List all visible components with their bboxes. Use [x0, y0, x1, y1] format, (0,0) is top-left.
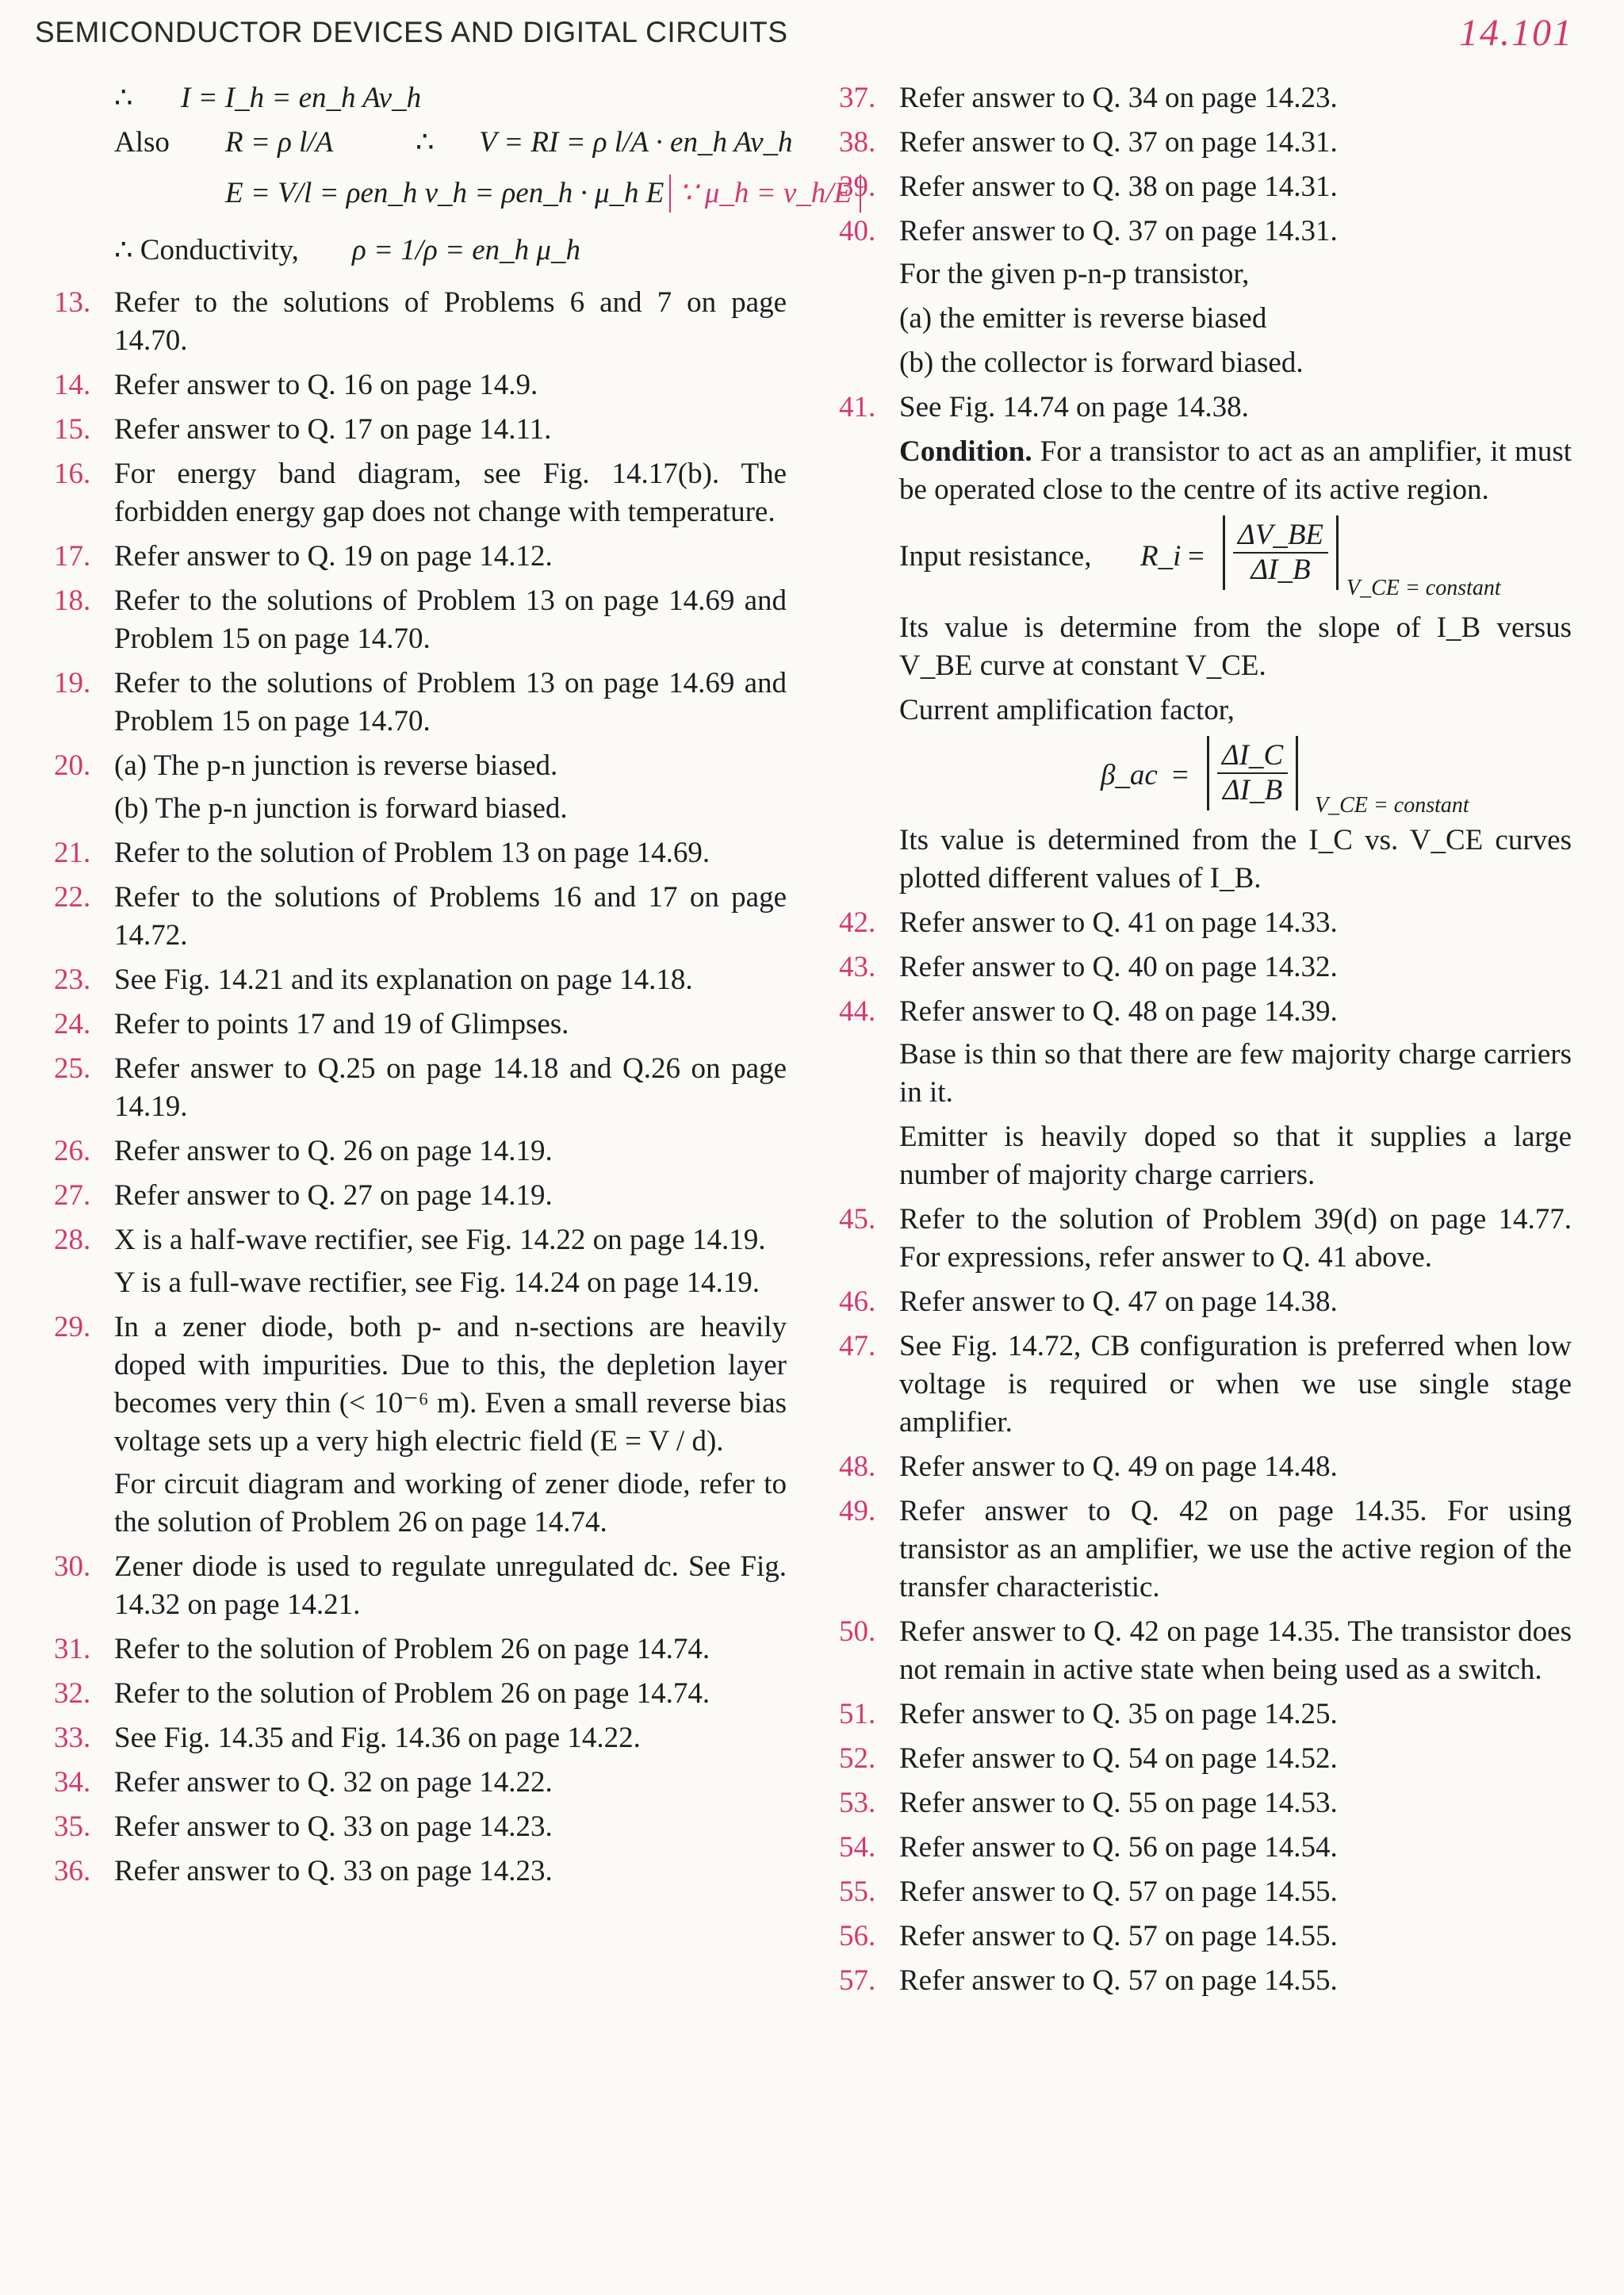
answer-number: 30.: [54, 1550, 91, 1583]
left-column: [54, 79, 852, 1897]
answer-text: Refer to the solution of Problem 26 on page 14.74.: [114, 1677, 710, 1710]
answer-item: [54, 961, 787, 999]
answer-text: Refer answer to Q.25 on page 14.18 and Q.26 on page 14.19.: [114, 1052, 787, 1123]
answer-item: [54, 1548, 787, 1624]
page-header: [35, 11, 1573, 56]
answer-number: 52.: [839, 1742, 876, 1775]
answer-text: Refer answer to Q. 42 on page 14.35. The transistor does not remain in active state when being used as a switch.: [899, 1615, 1572, 1686]
condition-text: For a transistor to act as an amplifier, it must be operated close to the centre of its active region.: [899, 435, 1572, 506]
answer-item: [54, 1132, 787, 1170]
conductivity-label: ∴ Conductivity,: [114, 234, 299, 266]
answer-number: 31.: [54, 1633, 91, 1665]
answer-number: 24.: [54, 1008, 91, 1040]
answer-item: [839, 1962, 1572, 2000]
answer-item: [839, 1695, 1572, 1734]
answer-text: (a) The p-n junction is reverse biased.: [114, 749, 558, 782]
answer-text: Refer answer to Q. 56 on page 14.54.: [899, 1831, 1338, 1864]
right-column: [839, 79, 1572, 2006]
answer-number: 50.: [839, 1615, 876, 1648]
answer-item: [839, 1918, 1572, 1956]
answer-item: [54, 1675, 787, 1713]
equals-sign-2: =: [1172, 759, 1189, 791]
equation-4: E = V/l = ρen_h v_h = ρen_h · μ_h E: [225, 177, 665, 209]
answer-number: 43.: [839, 951, 876, 983]
answer-text: See Fig. 14.21 and its explanation on page 14.18.: [114, 964, 693, 996]
answer-number: 34.: [54, 1766, 91, 1799]
answer-text: For the given p-n-p transistor,: [899, 258, 1250, 290]
answer-item: [839, 213, 1572, 382]
answer-number: 53.: [839, 1787, 876, 1819]
answer-item: [839, 1740, 1572, 1778]
equation-5: ρ = 1/ρ = en_h μ_h: [352, 234, 580, 266]
answer-number: 49.: [839, 1495, 876, 1527]
answer-text: Refer to the solutions of Problem 13 on page 14.69 and Problem 15 on page 14.70.: [114, 584, 787, 655]
answer-item: [54, 284, 787, 360]
beta-numerator: ΔI_C: [1217, 739, 1288, 774]
answer-text: Refer to the solutions of Problems 6 and 7 on page 14.70.: [114, 286, 787, 357]
beta-fraction: [1207, 736, 1298, 810]
answer-item: [54, 1764, 787, 1802]
ri-fraction: [1223, 515, 1339, 590]
answer-text: Refer answer to Q. 48 on page 14.39.: [899, 995, 1338, 1028]
answer-text: Refer answer to Q. 54 on page 14.52.: [899, 1742, 1338, 1775]
answer-text: Refer to the solution of Problem 26 on page 14.74.: [114, 1633, 710, 1665]
answer-text: Refer answer to Q. 49 on page 14.48.: [899, 1450, 1338, 1483]
answer-text: Refer to the solution of Problem 39(d) on page 14.77. For expressions, refer answer to Q. 41 above.: [899, 1203, 1572, 1274]
answer-text: Refer answer to Q. 33 on page 14.23.: [114, 1810, 553, 1843]
equals-sign: =: [1188, 540, 1205, 573]
answer-text: Y is a full-wave rectifier, see Fig. 14.24 on page 14.19.: [114, 1266, 760, 1299]
answer-text: Refer answer to Q. 47 on page 14.38.: [899, 1285, 1338, 1318]
answer-number: 20.: [54, 749, 91, 782]
answer-item: [54, 455, 787, 531]
equation-current: [114, 79, 787, 124]
answer-item: [54, 366, 787, 404]
answer-number: 41.: [839, 391, 876, 423]
answer-text: See Fig. 14.35 and Fig. 14.36 on page 14.22.: [114, 1722, 641, 1754]
answer-text: See Fig. 14.72, CB configuration is preferred when low voltage is required or when we use single stage amplifier.: [899, 1330, 1572, 1439]
answer-text: Zener diode is used to regulate unregulated dc. See Fig. 14.32 on page 14.21.: [114, 1550, 787, 1621]
answer-item: [54, 1308, 787, 1542]
input-resistance-eq: [839, 515, 1572, 603]
ri-denominator: ΔI_B: [1251, 554, 1311, 586]
answer-item: [839, 1201, 1572, 1277]
beta-note: Its value is determined from the I_C vs. V_CE curves plotted different values of I_B.: [899, 824, 1572, 895]
ri-note: Its value is determine from the slope of I_B versus V_BE curve at constant V_CE.: [899, 611, 1572, 682]
condition-heading: Condition.: [899, 435, 1032, 468]
ri-symbol: R_i: [1140, 540, 1182, 573]
answer-item: [54, 1177, 787, 1215]
ri-numerator: ΔV_BE: [1233, 519, 1328, 554]
answer-list-right-b: [839, 904, 1572, 2000]
answer-number: 15.: [54, 413, 91, 446]
answer-number: 23.: [54, 964, 91, 996]
answer-text: Refer answer to Q. 34 on page 14.23.: [899, 82, 1338, 114]
answer-number: 54.: [839, 1831, 876, 1864]
answer-number: 36.: [54, 1855, 91, 1887]
answer-item: [839, 1283, 1572, 1321]
answer-text: See Fig. 14.74 on page 14.38.: [899, 391, 1249, 423]
answer-item: [839, 1448, 1572, 1486]
answer-number: 16.: [54, 458, 91, 490]
answer-item: [839, 1328, 1572, 1442]
answer-number: 51.: [839, 1698, 876, 1730]
answer-text: Refer answer to Q. 57 on page 14.55.: [899, 1964, 1338, 1997]
answer-text: Refer to points 17 and 19 of Glimpses.: [114, 1008, 569, 1040]
therefore-symbol-2: ∴: [416, 126, 435, 159]
answer-item: [54, 1852, 787, 1891]
answer-text: Refer answer to Q. 38 on page 14.31.: [899, 170, 1338, 203]
answer-text: Refer answer to Q. 32 on page 14.22.: [114, 1766, 553, 1799]
answer-item: [839, 1492, 1572, 1607]
answer-number: 19.: [54, 667, 91, 699]
answer-number: 32.: [54, 1677, 91, 1710]
equation-1: I = I_h = en_h Av_h: [181, 82, 422, 114]
answer-item: [54, 1221, 787, 1302]
answer-number: 40.: [839, 215, 876, 247]
equation-3: V = RI = ρ l/A · en_h Av_h: [479, 126, 793, 159]
answer-item: [54, 538, 787, 576]
answer-text: Refer answer to Q. 26 on page 14.19.: [114, 1135, 553, 1167]
answer-text: Refer answer to Q. 37 on page 14.31.: [899, 215, 1338, 247]
answer-text: Refer answer to Q. 42 on page 14.35. For using transistor as an amplifier, we use the active region of the transfer characteristic.: [899, 1495, 1572, 1603]
beta-condition: V_CE = constant: [1315, 793, 1469, 818]
answer-item: [839, 124, 1572, 162]
equation-field: [114, 174, 852, 232]
answer-text: Emitter is heavily doped so that it supplies a large number of majority charge carriers.: [899, 1121, 1572, 1191]
answer-item: [839, 1784, 1572, 1822]
answer-number: 35.: [54, 1810, 91, 1843]
answer-number: 37.: [839, 82, 876, 114]
answer-number: 46.: [839, 1285, 876, 1318]
answer-item: [839, 79, 1572, 117]
answer-item: [54, 665, 787, 741]
answer-list-left: [54, 284, 787, 1891]
answer-text: Base is thin so that there are few majority charge carriers in it.: [899, 1038, 1572, 1109]
answer-text: Refer answer to Q. 17 on page 14.11.: [114, 413, 552, 446]
answer-text: Refer answer to Q. 40 on page 14.32.: [899, 951, 1338, 983]
answer-list-right-a: [839, 79, 1572, 427]
answer-number: 13.: [54, 286, 91, 319]
answer-text: In a zener diode, both p- and n-sections are heavily doped with impurities. Due to this, the depletion layer becomes very thin (< 10⁻⁶ m). Even a small reverse bias voltage sets up a very high electric field (E = V / d).: [114, 1311, 787, 1458]
answer-item: [54, 1808, 787, 1846]
answer-number: 39.: [839, 170, 876, 203]
answer-text: Refer answer to Q. 57 on page 14.55.: [899, 1920, 1338, 1952]
answer-item: [839, 389, 1572, 427]
answer-number: 42.: [839, 906, 876, 939]
answer-text: Refer answer to Q. 16 on page 14.9.: [114, 369, 538, 401]
beta-symbol: β_ac: [1101, 759, 1158, 791]
answer-text: (b) The p-n junction is forward biased.: [114, 792, 568, 825]
answer-text: Refer to the solutions of Problem 13 on page 14.69 and Problem 15 on page 14.70.: [114, 667, 787, 738]
answer-item: [839, 1873, 1572, 1911]
beta-eq: [839, 736, 1572, 818]
answer-number: 26.: [54, 1135, 91, 1167]
equation-4-note: ∵ μ_h = v_h/E: [669, 174, 861, 213]
answer-text: For energy band diagram, see Fig. 14.17(b). The forbidden energy gap does not change with temperature.: [114, 458, 787, 528]
answer-text: For circuit diagram and working of zener diode, refer to the solution of Problem 26 on page 14.74.: [114, 1468, 787, 1538]
input-resistance-label: Input resistance,: [899, 540, 1092, 573]
answer-number: 55.: [839, 1875, 876, 1908]
also-label: Also: [114, 126, 170, 159]
answer-item: [54, 1630, 787, 1669]
answer-item: [839, 168, 1572, 206]
answer-number: 28.: [54, 1224, 91, 1256]
answer-number: 17.: [54, 540, 91, 573]
answer-item: [54, 747, 787, 828]
answer-text: Refer answer to Q. 37 on page 14.31.: [899, 126, 1338, 159]
therefore-symbol: ∴: [114, 82, 133, 114]
condition-paragraph: [839, 433, 1572, 509]
running-title: SEMICONDUCTOR DEVICES AND DIGITAL CIRCUITS: [35, 16, 788, 48]
derivation-block: [54, 79, 852, 284]
answer-number: 22.: [54, 881, 91, 914]
answer-number: 38.: [839, 126, 876, 159]
answer-number: 21.: [54, 837, 91, 869]
answer-number: 14.: [54, 369, 91, 401]
q41-details: [839, 433, 1572, 898]
answer-number: 33.: [54, 1722, 91, 1754]
answer-text: Refer answer to Q. 27 on page 14.19.: [114, 1179, 553, 1212]
answer-item: [54, 879, 787, 955]
equation-resistance: [114, 124, 793, 174]
answer-item: [839, 1613, 1572, 1689]
answer-number: 27.: [54, 1179, 91, 1212]
answer-item: [839, 993, 1572, 1194]
equation-2: R = ρ l/A: [225, 126, 334, 159]
answer-number: 45.: [839, 1203, 876, 1236]
answer-text: Refer answer to Q. 19 on page 14.12.: [114, 540, 553, 573]
answer-number: 18.: [54, 584, 91, 617]
answer-text: Refer to the solutions of Problems 16 and 17 on page 14.72.: [114, 881, 787, 952]
page-number: 14.101: [1459, 12, 1573, 54]
answer-text: Refer answer to Q. 57 on page 14.55.: [899, 1875, 1338, 1908]
answer-item: [54, 582, 787, 658]
beta-denominator: ΔI_B: [1223, 774, 1283, 807]
answer-text: Refer answer to Q. 41 on page 14.33.: [899, 906, 1338, 939]
answer-text: Refer answer to Q. 33 on page 14.23.: [114, 1855, 553, 1887]
answer-item: [839, 1829, 1572, 1867]
answer-number: 25.: [54, 1052, 91, 1085]
answer-number: 47.: [839, 1330, 876, 1362]
answer-item: [54, 1006, 787, 1044]
answer-item: [54, 411, 787, 449]
answer-number: 29.: [54, 1311, 91, 1343]
answer-number: 44.: [839, 995, 876, 1028]
answer-text: Refer to the solution of Problem 13 on page 14.69.: [114, 837, 710, 869]
answer-item: [839, 948, 1572, 987]
answer-item: [839, 904, 1572, 942]
beta-label: Current amplification factor,: [899, 694, 1235, 726]
equation-conductivity: [114, 232, 787, 284]
answer-item: [54, 834, 787, 872]
answer-number: 48.: [839, 1450, 876, 1483]
answer-text: (a) the emitter is reverse biased: [899, 302, 1267, 335]
answer-number: 56.: [839, 1920, 876, 1952]
ri-condition: V_CE = constant: [1346, 576, 1501, 600]
answer-text: (b) the collector is forward biased.: [899, 347, 1304, 379]
answer-text: Refer answer to Q. 35 on page 14.25.: [899, 1698, 1338, 1730]
answer-item: [54, 1719, 787, 1757]
answer-text: Refer answer to Q. 55 on page 14.53.: [899, 1787, 1338, 1819]
answer-number: 57.: [839, 1964, 876, 1997]
answer-item: [54, 1050, 787, 1126]
answer-text: X is a half-wave rectifier, see Fig. 14.22 on page 14.19.: [114, 1224, 766, 1256]
